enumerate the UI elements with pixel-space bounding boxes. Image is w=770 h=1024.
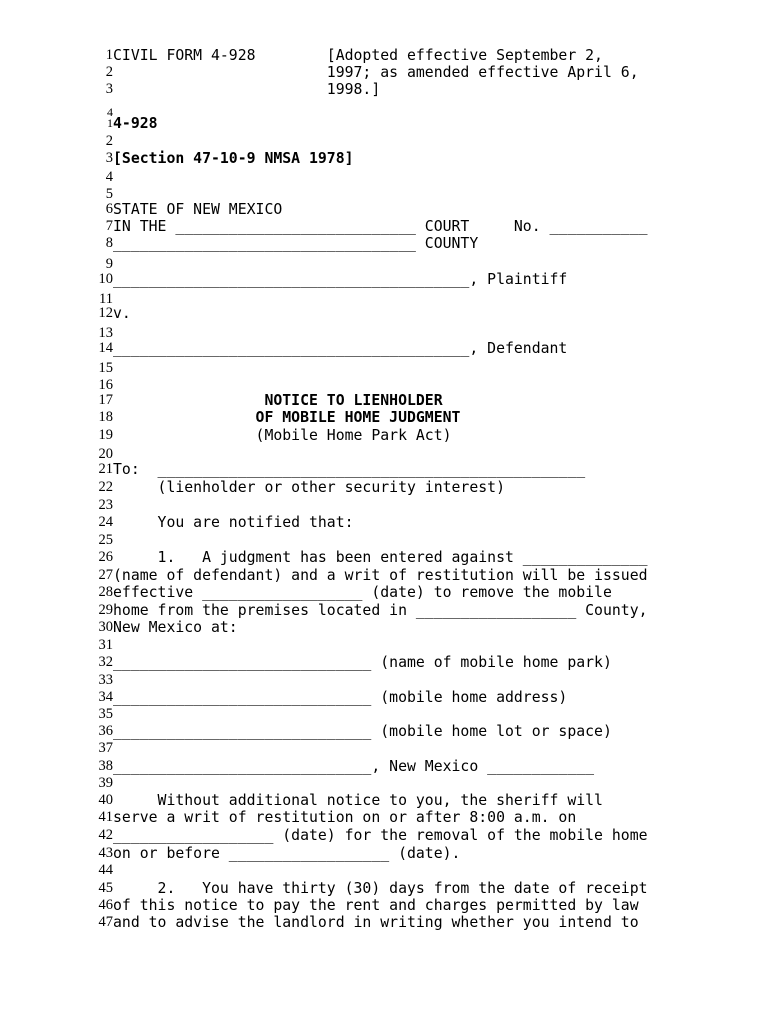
- line-number: 30: [98, 619, 113, 635]
- line-number: 18: [98, 409, 113, 425]
- line-text: __________________________________ COUNTY: [113, 235, 479, 252]
- line-number: 1: [105, 47, 113, 63]
- line-number: 38: [98, 758, 113, 774]
- line-number: 11: [99, 291, 113, 307]
- form-line: [0, 549, 770, 566]
- form-line: [0, 654, 770, 671]
- line-number: 21: [98, 461, 113, 477]
- line-text: To: ________________________________________________: [113, 461, 586, 478]
- line-text: 1998.]: [113, 81, 381, 98]
- line-number: 1: [107, 116, 113, 130]
- line-text: effective __________________ (date) to remove the mobile: [113, 584, 612, 601]
- line-number: 46: [98, 897, 113, 913]
- form-line: [0, 461, 770, 478]
- form-line: [0, 235, 770, 252]
- line-number: 45: [98, 880, 113, 896]
- form-line: [0, 914, 770, 931]
- form-line: [0, 602, 770, 619]
- line-text: 4-928: [113, 115, 158, 132]
- form-line: [0, 201, 770, 218]
- line-number: 26: [98, 549, 113, 565]
- form-line: [0, 81, 770, 98]
- line-number: 5: [105, 186, 113, 202]
- line-text: home from the premises located in __________________ County,: [113, 602, 648, 619]
- form-line: [0, 637, 770, 654]
- form-line: [0, 880, 770, 897]
- line-text: Without additional notice to you, the sheriff will: [113, 792, 603, 809]
- line-text: [Section 47-10-9 NMSA 1978]: [113, 150, 354, 167]
- line-number: 25: [98, 532, 113, 548]
- form-line: [0, 897, 770, 914]
- form-line: [0, 271, 770, 288]
- line-number: 44: [98, 862, 113, 878]
- line-text: 2. You have thirty (30) days from the date of receipt: [113, 880, 648, 897]
- line-text: ________________________________________, Defendant: [113, 340, 568, 357]
- line-number: 16: [98, 377, 113, 393]
- line-number: 22: [98, 479, 113, 495]
- form-line: [0, 689, 770, 706]
- line-number: 9: [105, 256, 113, 272]
- form-line: [0, 706, 770, 723]
- line-text: STATE OF NEW MEXICO: [113, 201, 283, 218]
- line-text: You are notified that:: [113, 514, 354, 531]
- form-line: [0, 218, 770, 235]
- line-number: 14: [98, 340, 113, 356]
- line-number: 3: [105, 150, 113, 166]
- form-line: [0, 758, 770, 775]
- line-number: 10: [98, 271, 113, 287]
- line-number: 41: [98, 809, 113, 825]
- line-number: 12: [98, 305, 113, 321]
- line-text: (Mobile Home Park Act): [113, 427, 452, 444]
- line-number: 35: [98, 706, 113, 722]
- line-number: 2: [105, 133, 113, 149]
- line-number: 8: [105, 235, 113, 251]
- line-text: ________________________________________, Plaintiff: [113, 271, 568, 288]
- line-number: 2: [105, 64, 113, 80]
- form-line: [0, 723, 770, 740]
- line-number: 20: [98, 446, 113, 462]
- line-number: 32: [98, 654, 113, 670]
- form-line: [0, 740, 770, 757]
- line-number: 42: [98, 827, 113, 843]
- line-number: 27: [98, 567, 113, 583]
- line-number: 36: [98, 723, 113, 739]
- form-line: [0, 340, 770, 357]
- line-number: 3: [105, 81, 113, 97]
- line-text: New Mexico at:: [113, 619, 238, 636]
- line-number: 39: [98, 775, 113, 791]
- line-text: and to advise the landlord in writing whether you intend to: [113, 914, 639, 931]
- line-text: _____________________________ (name of mobile home park): [113, 654, 612, 671]
- line-number: 28: [98, 584, 113, 600]
- line-text: OF MOBILE HOME JUDGMENT: [113, 409, 461, 426]
- line-number: 4: [105, 169, 113, 185]
- form-line: [0, 532, 770, 549]
- line-text: 1. A judgment has been entered against ______________: [113, 549, 648, 566]
- form-line: [0, 862, 770, 879]
- form-line: [0, 64, 770, 81]
- line-text: of this notice to pay the rent and charges permitted by law: [113, 897, 639, 914]
- line-number: 7: [105, 218, 113, 234]
- form-line: [0, 479, 770, 496]
- form-line: [0, 115, 770, 132]
- form-line: [0, 584, 770, 601]
- form-line: [0, 775, 770, 792]
- form-line: [0, 169, 770, 186]
- form-line: [0, 845, 770, 862]
- form-line: [0, 619, 770, 636]
- line-text: on or before __________________ (date).: [113, 845, 461, 862]
- line-number: 17: [98, 392, 113, 408]
- form-line: [0, 792, 770, 809]
- form-line: [0, 47, 770, 64]
- form-line: [0, 305, 770, 322]
- line-text: __________________ (date) for the removal of the mobile home: [113, 827, 648, 844]
- line-number: 43: [98, 845, 113, 861]
- line-number: 47: [98, 914, 113, 930]
- line-number: 4: [107, 105, 113, 119]
- line-number: 6: [105, 201, 113, 217]
- form-line: [0, 427, 770, 444]
- line-text: NOTICE TO LIENHOLDER: [113, 392, 443, 409]
- form-line: [0, 392, 770, 409]
- line-text: IN THE ___________________________ COURT No. ___________: [113, 218, 648, 235]
- form-line: [0, 497, 770, 514]
- line-number: 37: [98, 740, 113, 756]
- form-line: [0, 672, 770, 689]
- line-number: 13: [98, 325, 113, 341]
- form-line: [0, 360, 770, 377]
- line-number: 33: [98, 672, 113, 688]
- line-number: 24: [98, 514, 113, 530]
- line-text: _____________________________, New Mexico ____________: [113, 758, 595, 775]
- line-text: 1997; as amended effective April 6,: [113, 64, 639, 81]
- form-line: [0, 409, 770, 426]
- form-line: [0, 133, 770, 150]
- form-line: [0, 567, 770, 584]
- line-text: serve a writ of restitution on or after 8:00 a.m. on: [113, 809, 577, 826]
- line-text: _____________________________ (mobile home address): [113, 689, 568, 706]
- line-text: v.: [113, 305, 131, 322]
- line-number: 19: [98, 427, 113, 443]
- line-text: (lienholder or other security interest): [113, 479, 505, 496]
- line-text: CIVIL FORM 4-928 [Adopted effective September 2,: [113, 47, 603, 64]
- line-number: 34: [98, 689, 113, 705]
- line-text: _____________________________ (mobile home lot or space): [113, 723, 612, 740]
- form-line: [0, 514, 770, 531]
- line-text: (name of defendant) and a writ of restitution will be issued: [113, 567, 648, 584]
- form-line: [0, 150, 770, 167]
- line-number: 29: [98, 602, 113, 618]
- line-number: 40: [98, 792, 113, 808]
- form-line: [0, 809, 770, 826]
- line-number: 23: [98, 497, 113, 513]
- form-line: [0, 827, 770, 844]
- line-number: 15: [98, 360, 113, 376]
- line-number: 31: [98, 637, 113, 653]
